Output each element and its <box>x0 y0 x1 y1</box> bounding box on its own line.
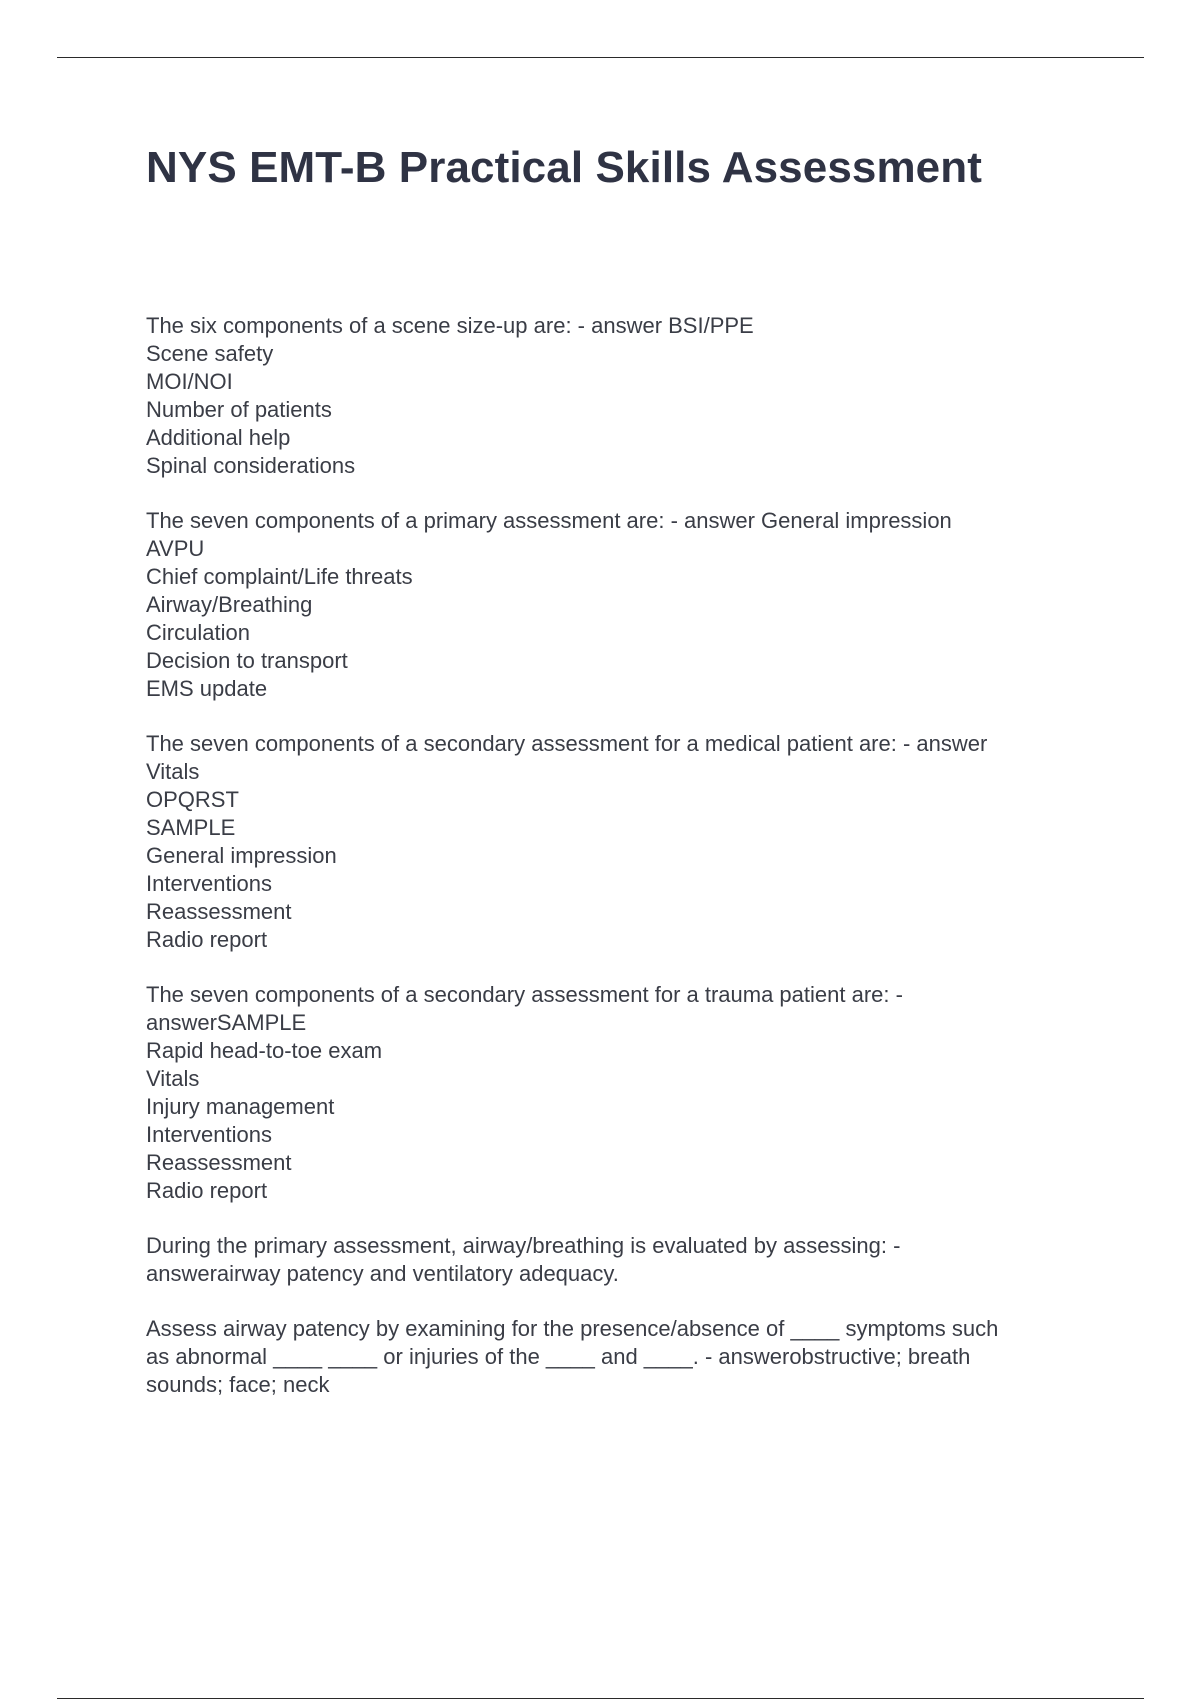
answer-line: OPQRST <box>146 787 239 812</box>
answer-line: MOI/NOI <box>146 369 233 394</box>
qa-block-secondary-medical <box>146 730 1086 954</box>
document-body <box>146 312 1086 1426</box>
answer-line: Scene safety <box>146 341 274 366</box>
bottom-divider <box>57 1698 1144 1699</box>
question-line: The six components of a scene size-up are: - answer BSI/PPE <box>146 313 754 338</box>
answer-line: EMS update <box>146 676 268 701</box>
question-line: During the primary assessment, airway/breathing is evaluated by assessing: - <box>146 1233 901 1258</box>
question-line: Assess airway patency by examining for the presence/absence of ____ symptoms such <box>146 1316 999 1341</box>
answer-line: Reassessment <box>146 1150 292 1175</box>
answer-line: Radio report <box>146 927 268 952</box>
answer-line: Rapid head-to-toe exam <box>146 1038 383 1063</box>
answer-line: Airway/Breathing <box>146 592 313 617</box>
qa-block-airway-breathing <box>146 1232 1086 1288</box>
top-divider <box>57 57 1144 58</box>
answer-line: AVPU <box>146 536 205 561</box>
qa-block-secondary-trauma <box>146 981 1086 1205</box>
answer-line: Chief complaint/Life threats <box>146 564 413 589</box>
document-title: NYS EMT-B Practical Skills Assessment <box>146 143 982 192</box>
answer-line: Reassessment <box>146 899 292 924</box>
answer-line: sounds; face; neck <box>146 1372 330 1397</box>
answer-line: General impression <box>146 843 337 868</box>
answer-line: Circulation <box>146 620 250 645</box>
answer-line: Interventions <box>146 1122 272 1147</box>
answer-line: Vitals <box>146 759 200 784</box>
answer-line: Interventions <box>146 871 272 896</box>
answer-line: answerSAMPLE <box>146 1010 307 1035</box>
answer-line: answerairway patency and ventilatory adequacy. <box>146 1261 619 1286</box>
qa-block-primary-assessment <box>146 507 1086 703</box>
answer-line: Number of patients <box>146 397 332 422</box>
answer-line: Spinal considerations <box>146 453 356 478</box>
answer-line: Vitals <box>146 1066 200 1091</box>
qa-block-airway-patency <box>146 1315 1086 1399</box>
qa-block-scene-size-up <box>146 312 1086 480</box>
answer-line: Radio report <box>146 1178 268 1203</box>
answer-line: Decision to transport <box>146 648 348 673</box>
answer-line: SAMPLE <box>146 815 236 840</box>
question-line: The seven components of a secondary assessment for a medical patient are: - answer <box>146 731 988 756</box>
question-line: as abnormal ____ ____ or injuries of the ____ and ____. - answerobstructive; breath <box>146 1344 971 1369</box>
answer-line: Additional help <box>146 425 291 450</box>
question-line: The seven components of a primary assessment are: - answer General impression <box>146 508 952 533</box>
question-line: The seven components of a secondary assessment for a trauma patient are: - <box>146 982 903 1007</box>
answer-line: Injury management <box>146 1094 335 1119</box>
